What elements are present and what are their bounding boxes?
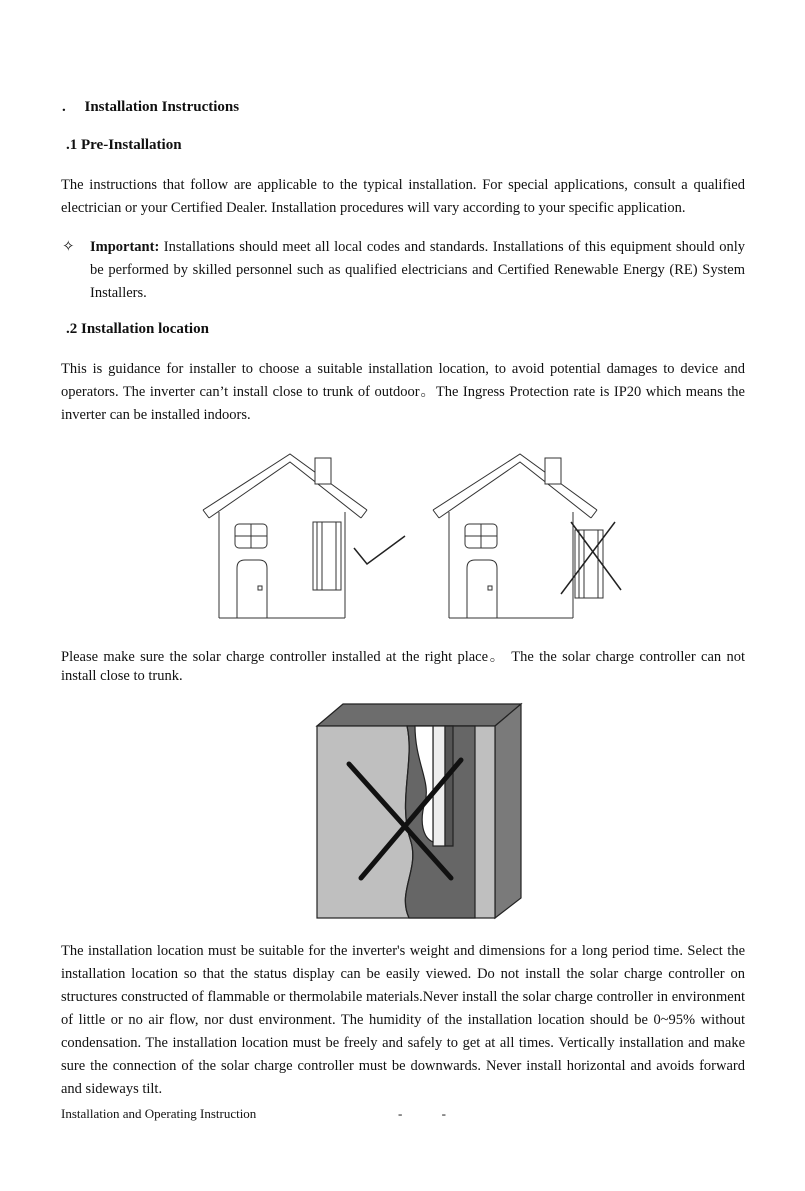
diamond-star-icon: ✧: [62, 239, 75, 255]
footer-page-number: - -: [398, 1106, 464, 1121]
correct-house-icon: [203, 454, 405, 618]
important-note: [90, 236, 745, 305]
pre-installation-paragraph: The instructions that follow are applicable to the typical installation. For special applications, consult a qualified electrician or your Certified Dealer. Installation procedures will vary according to your specific application.: [61, 177, 745, 216]
placement-paragraph: Please make sure the solar charge controller installed at the right place。 The the solar charge controller can not install close to trunk.: [61, 649, 745, 684]
requirements-paragraph: The installation location must be suitable for the inverter's weight and dimensions for a long period time. Select the installation location so that the status display can be easily viewed. Do not install the solar charge controller on structures constructed of flammable or thermolabile materials.Never install the solar charge controller in environment of little or no air flow, nor dust environment. The humidity of the installation location should be 0~95% without condensation. The installation location must be freely and safely to get at all times. Vertically installation and make sure the connection of the solar charge controller must be downwards. Never install horizontal and avoids forward and sideways tilt.: [61, 943, 745, 1097]
footer-title: Installation and Operating Instruction: [61, 1106, 257, 1121]
enclosed-cabinet-figure: [315, 702, 523, 920]
house-installation-figure: [195, 448, 635, 624]
location-paragraph: This is guidance for installer to choose a suitable installation location, to avoid potential damages to device and operators. The inverter can’t install close to trunk of outdoor。The Ingress Protection rate is IP20 which means the inverter can be installed indoors.: [61, 361, 745, 423]
important-text: Installations should meet all local codes and standards. Installations of this equipment should only be performed by skilled personnel such as qualified electricians and Certified Renewable Energy (RE) System Installers.: [90, 239, 745, 301]
subsection-heading-pre-installation: .1 Pre-Installation: [66, 137, 182, 153]
subsection-heading-location: .2 Installation location: [66, 321, 209, 337]
important-label: Important:: [90, 239, 160, 255]
incorrect-house-icon: [433, 454, 621, 618]
section-heading: . Installation Instructions: [62, 99, 240, 115]
